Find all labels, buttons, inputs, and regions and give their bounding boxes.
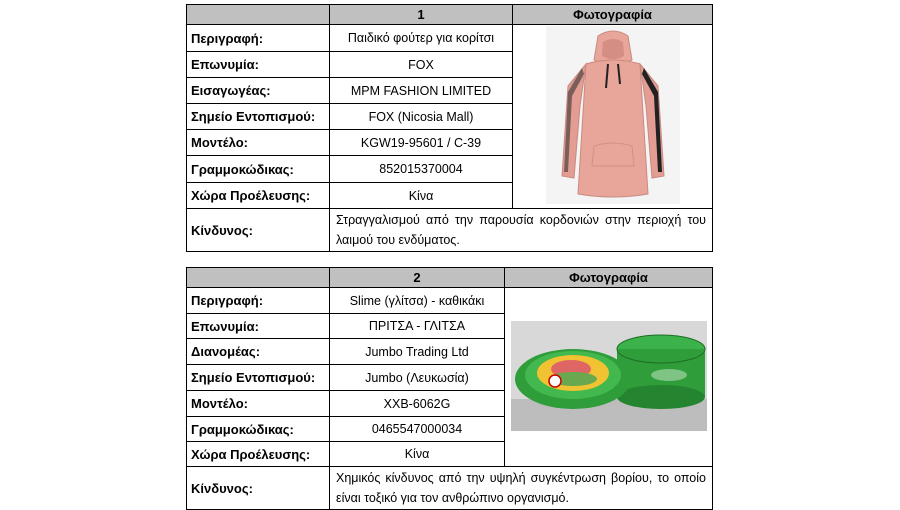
description-value: Παιδικό φούτερ για κορίτσι: [330, 25, 513, 52]
risk-value: Στραγγαλισμού από την παρουσία κορδονιών στην περιοχή του λαιμού του ενδύματος.: [330, 209, 713, 252]
model-label: Μοντέλο:: [187, 130, 330, 156]
location-label: Σημείο Εντοπισμού:: [187, 104, 330, 130]
model-value: XXB-6062G: [330, 391, 505, 417]
origin-value: Κίνα: [330, 442, 505, 467]
photo-header: Φωτογραφία: [513, 5, 713, 25]
brand-label: Επωνυμία:: [187, 52, 330, 78]
location-label: Σημείο Εντοπισμού:: [187, 365, 330, 391]
brand-value: ΠΡΙΤΣΑ - ΓΛΙΤΣΑ: [330, 314, 505, 339]
distributor-label: Διανομέας:: [187, 339, 330, 365]
header-empty-cell: [187, 5, 330, 25]
origin-value: Κίνα: [330, 183, 513, 209]
green-slime-tubs-photo: [511, 321, 707, 431]
risk-value: Χημικός κίνδυνος από την υψηλή συγκέντρωση βορίου, το οποίο είναι τοξικό για τον ανθρώπινο οργανισμό.: [330, 467, 713, 510]
product-table-2: [186, 267, 713, 510]
description-label: Περιγραφή:: [187, 25, 330, 52]
origin-label: Χώρα Προέλευσης:: [187, 442, 330, 467]
importer-label: Εισαγωγέας:: [187, 78, 330, 104]
model-value: KGW19-95601 / C-39: [330, 130, 513, 156]
product-photo-cell: [513, 25, 713, 209]
barcode-label: Γραμμοκώδικας:: [187, 156, 330, 183]
risk-label: Κίνδυνος:: [187, 467, 330, 510]
location-value: FOX (Nicosia Mall): [330, 104, 513, 130]
photo-header: Φωτογραφία: [505, 268, 713, 288]
brand-label: Επωνυμία:: [187, 314, 330, 339]
barcode-value: 0465547000034: [330, 417, 505, 442]
product-number: 2: [330, 268, 505, 288]
description-value: Slime (γλίτσα) - καθικάκι: [330, 288, 505, 314]
description-label: Περιγραφή:: [187, 288, 330, 314]
header-empty-cell: [187, 268, 330, 288]
origin-label: Χώρα Προέλευσης:: [187, 183, 330, 209]
model-label: Μοντέλο:: [187, 391, 330, 417]
risk-label: Κίνδυνος:: [187, 209, 330, 252]
location-value: Jumbo (Λευκωσία): [330, 365, 505, 391]
pink-hoodie-photo: [546, 26, 680, 204]
product-photo-cell: [505, 288, 713, 467]
product-number: 1: [330, 5, 513, 25]
barcode-value: 852015370004: [330, 156, 513, 183]
importer-value: MPM FASHION LIMITED: [330, 78, 513, 104]
barcode-label: Γραμμοκώδικας:: [187, 417, 330, 442]
distributor-value: Jumbo Trading Ltd: [330, 339, 505, 365]
brand-value: FOX: [330, 52, 513, 78]
product-table-1: [186, 4, 713, 252]
